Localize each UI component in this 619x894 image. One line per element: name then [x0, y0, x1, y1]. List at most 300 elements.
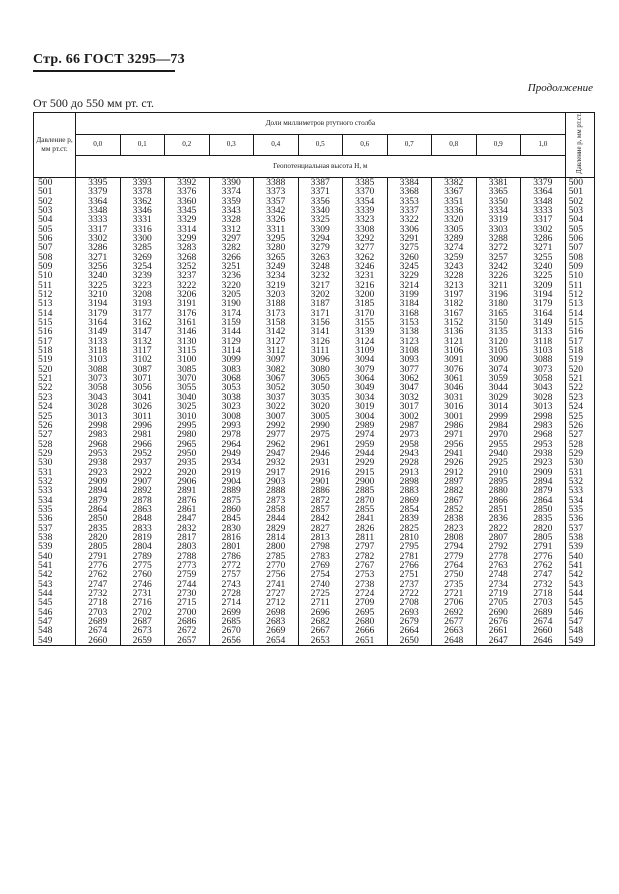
height-value: 2844 [266, 513, 286, 525]
height-cell [476, 505, 521, 552]
height-value: 3205 [221, 289, 241, 301]
height-value: 2980 [177, 429, 197, 441]
height-value: 2703 [88, 606, 108, 618]
height-value: 2782 [355, 550, 375, 562]
height-value: 2989 [355, 419, 375, 431]
height-value: 3127 [266, 335, 286, 347]
height-value: 2973 [399, 429, 419, 441]
height-value: 3023 [221, 401, 241, 413]
pressure-column-header-right [565, 113, 595, 178]
height-value: 3199 [399, 289, 419, 301]
height-value: 2797 [355, 541, 375, 553]
height-value: 2653 [310, 634, 330, 646]
pressure-value: 525 [568, 410, 583, 422]
height-value: 3283 [177, 242, 197, 254]
height-value: 2823 [444, 522, 464, 534]
height-value: 3132 [132, 335, 152, 347]
height-value: 2762 [533, 560, 553, 572]
height-cell [76, 271, 121, 318]
height-value: 2934 [221, 457, 241, 469]
height-value: 2864 [88, 503, 108, 515]
height-cell [476, 318, 521, 365]
pressure-value: 537 [568, 522, 583, 534]
height-cell [298, 177, 343, 224]
height-value: 2687 [132, 616, 152, 628]
height-value: 2811 [355, 531, 375, 543]
height-value: 3043 [88, 391, 108, 403]
height-value: 2731 [132, 588, 152, 600]
height-value: 2855 [355, 503, 375, 515]
height-value: 3074 [488, 363, 508, 375]
pressure-value: 533 [38, 485, 53, 497]
height-value: 2961 [310, 438, 330, 450]
height-cell [521, 412, 566, 459]
pressure-value: 513 [38, 298, 53, 310]
height-value: 3055 [177, 382, 197, 394]
height-subheader: Геопотенциальная высота H, м [76, 156, 566, 178]
height-value: 2923 [533, 457, 553, 469]
height-value: 2705 [488, 597, 508, 609]
pressure-cell-right [565, 552, 595, 599]
height-cell [432, 505, 477, 552]
height-value: 2892 [132, 485, 152, 497]
pressure-value: 516 [38, 326, 53, 338]
height-value: 2931 [310, 457, 330, 469]
pressure-value: 510 [38, 270, 53, 282]
height-value: 3368 [399, 186, 419, 198]
height-value: 3056 [132, 382, 152, 394]
height-value: 2805 [533, 531, 553, 543]
height-value: 3197 [444, 289, 464, 301]
height-value: 3088 [533, 354, 553, 366]
height-value: 3240 [88, 270, 108, 282]
height-value: 2660 [533, 625, 553, 637]
pressure-cell [34, 318, 76, 365]
height-value: 3176 [177, 307, 197, 319]
height-value: 2894 [533, 475, 553, 487]
height-value: 3216 [355, 279, 375, 291]
height-value: 3097 [266, 354, 286, 366]
height-value: 3091 [444, 354, 464, 366]
height-cell [432, 177, 477, 224]
height-value: 2674 [533, 616, 553, 628]
height-value: 2909 [88, 475, 108, 487]
height-value: 3076 [444, 363, 464, 375]
pressure-value: 515 [38, 317, 53, 329]
height-value: 2677 [444, 616, 464, 628]
height-value: 3317 [533, 214, 553, 226]
height-cell [120, 552, 165, 599]
height-value: 2839 [399, 513, 419, 525]
height-value: 3325 [310, 214, 330, 226]
height-value: 2686 [177, 616, 197, 628]
height-value: 3252 [177, 261, 197, 273]
height-cell [120, 598, 165, 645]
height-value: 3229 [399, 270, 419, 282]
height-cell [432, 598, 477, 645]
height-value: 2917 [266, 466, 286, 478]
height-value: 2776 [88, 560, 108, 572]
height-value: 3041 [132, 391, 152, 403]
height-value: 3350 [488, 195, 508, 207]
height-value: 2971 [444, 429, 464, 441]
height-cell [432, 458, 477, 505]
height-value: 2734 [488, 578, 508, 590]
height-value: 3150 [488, 317, 508, 329]
height-value: 3044 [488, 382, 508, 394]
height-value: 2814 [266, 531, 286, 543]
height-value: 2845 [221, 513, 241, 525]
height-value: 2838 [444, 513, 464, 525]
height-cell [387, 365, 432, 412]
height-value: 2946 [310, 447, 330, 459]
pressure-value: 536 [568, 513, 583, 525]
height-value: 2682 [310, 616, 330, 628]
height-value: 2760 [132, 569, 152, 581]
height-value: 3159 [221, 317, 241, 329]
height-value: 3105 [488, 345, 508, 357]
height-value: 3370 [355, 186, 375, 198]
height-value: 3087 [132, 363, 152, 375]
height-value: 2904 [221, 475, 241, 487]
height-cell [476, 458, 521, 505]
height-value: 2695 [355, 606, 375, 618]
height-value: 3231 [355, 270, 375, 282]
height-value: 2857 [310, 503, 330, 515]
continuation-label: Продолжение [527, 82, 593, 94]
height-value: 2867 [444, 494, 464, 506]
height-value: 2919 [221, 466, 241, 478]
height-value: 3360 [177, 195, 197, 207]
pressure-value: 534 [38, 494, 53, 506]
height-value: 2998 [88, 419, 108, 431]
pressure-column-header: Давление p, мм рт.ст. [34, 113, 76, 178]
height-cell [76, 225, 121, 272]
height-value: 2657 [177, 634, 197, 646]
pressure-value: 500 [568, 176, 583, 188]
height-value: 2998 [533, 410, 553, 422]
height-value: 2751 [399, 569, 419, 581]
height-value: 3336 [444, 204, 464, 216]
height-value: 3065 [310, 373, 330, 385]
height-cell [298, 598, 343, 645]
pressure-value: 540 [568, 550, 583, 562]
height-value: 2863 [132, 503, 152, 515]
height-value: 3346 [132, 204, 152, 216]
height-cell [387, 552, 432, 599]
height-cell [298, 365, 343, 412]
height-value: 2886 [310, 485, 330, 497]
height-value: 3102 [132, 354, 152, 366]
fraction-header: 0,5 [298, 134, 343, 156]
height-value: 3100 [177, 354, 197, 366]
height-value: 3365 [488, 186, 508, 198]
height-cell [432, 552, 477, 599]
pressure-value: 518 [568, 345, 583, 357]
height-value: 3123 [399, 335, 419, 347]
height-value: 2882 [444, 485, 464, 497]
height-value: 2737 [399, 578, 419, 590]
height-value: 3037 [266, 391, 286, 403]
height-value: 3288 [488, 232, 508, 244]
height-cell [387, 505, 432, 552]
pressure-value: 514 [568, 307, 583, 319]
height-value: 2801 [221, 541, 241, 553]
height-value: 3326 [266, 214, 286, 226]
height-value: 3243 [444, 261, 464, 273]
pressure-value: 534 [568, 494, 583, 506]
pressure-value: 538 [38, 531, 53, 543]
height-value: 2900 [355, 475, 375, 487]
height-value: 3126 [310, 335, 330, 347]
height-cell [165, 365, 210, 412]
height-value: 3291 [399, 232, 419, 244]
pressure-value: 519 [38, 354, 53, 366]
height-value: 3013 [88, 410, 108, 422]
height-value: 3173 [266, 307, 286, 319]
height-value: 3115 [177, 345, 197, 357]
height-value: 3271 [88, 251, 108, 263]
height-value: 2670 [221, 625, 241, 637]
pressure-value: 544 [568, 588, 583, 600]
height-value: 3059 [488, 373, 508, 385]
height-value: 2689 [88, 616, 108, 628]
height-value: 3323 [355, 214, 375, 226]
height-value: 2895 [488, 475, 508, 487]
pressure-value: 521 [568, 373, 583, 385]
height-value: 3124 [355, 335, 375, 347]
height-value: 3275 [399, 242, 419, 254]
pressure-value: 535 [568, 503, 583, 515]
pressure-value: 507 [568, 242, 583, 254]
height-value: 2848 [132, 513, 152, 525]
height-cell [254, 177, 299, 224]
height-value: 3008 [221, 410, 241, 422]
height-value: 3333 [533, 204, 553, 216]
height-value: 2785 [266, 550, 286, 562]
height-value: 3170 [355, 307, 375, 319]
height-value: 3093 [399, 354, 419, 366]
height-value: 2807 [488, 531, 508, 543]
fraction-header: 0,1 [120, 134, 165, 156]
pressure-cell [34, 458, 76, 505]
height-value: 2766 [399, 560, 419, 572]
height-cell [298, 458, 343, 505]
table-row-group [34, 318, 595, 365]
height-value: 2746 [132, 578, 152, 590]
height-value: 3136 [444, 326, 464, 338]
height-cell [432, 225, 477, 272]
pressure-value: 524 [568, 401, 583, 413]
pressure-cell-right [565, 318, 595, 365]
height-value: 2975 [310, 429, 330, 441]
height-value: 2860 [221, 503, 241, 515]
height-value: 3364 [88, 195, 108, 207]
height-value: 2852 [444, 503, 464, 515]
height-value: 3004 [355, 410, 375, 422]
pressure-value: 511 [38, 279, 53, 291]
height-value: 3225 [533, 270, 553, 282]
height-value: 2679 [399, 616, 419, 628]
height-value: 3262 [355, 251, 375, 263]
height-value: 3309 [310, 223, 330, 235]
height-value: 3139 [355, 326, 375, 338]
height-value: 2700 [177, 606, 197, 618]
fraction-header: 0,4 [254, 134, 299, 156]
height-value: 2666 [355, 625, 375, 637]
height-value: 3038 [221, 391, 241, 403]
height-value: 3090 [488, 354, 508, 366]
fraction-header: 0,8 [432, 134, 477, 156]
height-cell [209, 505, 254, 552]
height-value: 3295 [266, 232, 286, 244]
height-value: 3174 [221, 307, 241, 319]
height-value: 2680 [355, 616, 375, 628]
height-value: 2673 [132, 625, 152, 637]
height-value: 2873 [266, 494, 286, 506]
height-value: 3303 [488, 223, 508, 235]
height-value: 3149 [533, 317, 553, 329]
height-value: 2816 [221, 531, 241, 543]
pressure-value: 545 [38, 597, 53, 609]
height-value: 2880 [488, 485, 508, 497]
height-cell [254, 412, 299, 459]
height-cell [476, 552, 521, 599]
height-cell [521, 225, 566, 272]
height-value: 2819 [132, 531, 152, 543]
height-value: 3020 [310, 401, 330, 413]
height-value: 2941 [444, 447, 464, 459]
height-value: 3240 [533, 261, 553, 273]
height-cell [343, 177, 388, 224]
height-cell [165, 412, 210, 459]
pressure-value: 532 [568, 475, 583, 487]
height-value: 2987 [399, 419, 419, 431]
height-cell [387, 318, 432, 365]
height-value: 2798 [310, 541, 330, 553]
height-value: 3007 [266, 410, 286, 422]
header-underline [33, 70, 175, 72]
height-value: 3379 [88, 186, 108, 198]
height-cell [387, 458, 432, 505]
height-value: 3155 [355, 317, 375, 329]
pressure-value: 539 [568, 541, 583, 553]
height-cell [76, 177, 121, 224]
pressure-value: 508 [38, 251, 53, 263]
height-value: 2847 [177, 513, 197, 525]
height-value: 3168 [399, 307, 419, 319]
height-value: 3222 [177, 279, 197, 291]
height-value: 2718 [88, 597, 108, 609]
height-value: 2792 [488, 541, 508, 553]
height-value: 2832 [177, 522, 197, 534]
height-value: 2699 [221, 606, 241, 618]
pressure-value: 549 [568, 634, 583, 646]
pressure-value: 541 [38, 560, 53, 572]
height-value: 3269 [132, 251, 152, 263]
height-value: 2943 [399, 447, 419, 459]
height-value: 2663 [444, 625, 464, 637]
height-cell [76, 598, 121, 645]
pressure-value: 540 [38, 550, 53, 562]
pressure-cell-right [565, 505, 595, 552]
height-value: 3260 [399, 251, 419, 263]
height-value: 3161 [177, 317, 197, 329]
height-cell [254, 318, 299, 365]
fraction-group-header: Доли миллиметров ртутного столба [76, 113, 566, 135]
height-value: 2891 [177, 485, 197, 497]
height-value: 3164 [533, 307, 553, 319]
height-value: 3343 [221, 204, 241, 216]
height-cell [254, 271, 299, 318]
height-value: 2854 [399, 503, 419, 515]
pressure-value: 510 [568, 270, 583, 282]
height-value: 2646 [533, 634, 553, 646]
height-cell [209, 318, 254, 365]
pressure-value: 535 [38, 503, 53, 515]
pressure-value: 544 [38, 588, 53, 600]
pressure-value: 515 [568, 317, 583, 329]
height-value: 2706 [444, 597, 464, 609]
height-value: 2995 [177, 419, 197, 431]
height-cell [165, 552, 210, 599]
height-value: 3179 [88, 307, 108, 319]
pressure-value: 508 [568, 251, 583, 263]
height-value: 3217 [310, 279, 330, 291]
pressure-value: 518 [38, 345, 53, 357]
pressure-value: 520 [568, 363, 583, 375]
height-cell [76, 458, 121, 505]
height-value: 3120 [488, 335, 508, 347]
height-value: 2718 [533, 588, 553, 600]
height-value: 3032 [399, 391, 419, 403]
height-value: 3268 [177, 251, 197, 263]
height-value: 3058 [533, 373, 553, 385]
height-value: 2993 [221, 419, 241, 431]
pressure-value: 520 [38, 363, 53, 375]
height-cell [476, 412, 521, 459]
height-value: 2791 [533, 541, 553, 553]
height-cell [298, 225, 343, 272]
height-value: 2762 [88, 569, 108, 581]
height-value: 3129 [221, 335, 241, 347]
height-value: 2826 [355, 522, 375, 534]
pressure-value: 547 [38, 616, 53, 628]
height-value: 3190 [221, 298, 241, 310]
height-value: 2769 [310, 560, 330, 572]
height-value: 3085 [177, 363, 197, 375]
height-value: 3058 [88, 382, 108, 394]
pressure-value: 525 [38, 410, 53, 422]
height-cell [209, 598, 254, 645]
height-cell [298, 552, 343, 599]
height-value: 3019 [355, 401, 375, 413]
height-value: 2738 [355, 578, 375, 590]
pressure-column-header-right-text: Давление p, мм рт.ст. [576, 113, 584, 174]
height-cell [76, 552, 121, 599]
height-cell [254, 365, 299, 412]
pressure-value: 500 [38, 176, 53, 188]
height-value: 2964 [221, 438, 241, 450]
height-cell [343, 598, 388, 645]
height-value: 3043 [533, 382, 553, 394]
height-value: 3302 [533, 223, 553, 235]
height-value: 2667 [310, 625, 330, 637]
height-cell [254, 458, 299, 505]
height-value: 3103 [533, 345, 553, 357]
pressure-value: 533 [568, 485, 583, 497]
height-value: 2693 [399, 606, 419, 618]
